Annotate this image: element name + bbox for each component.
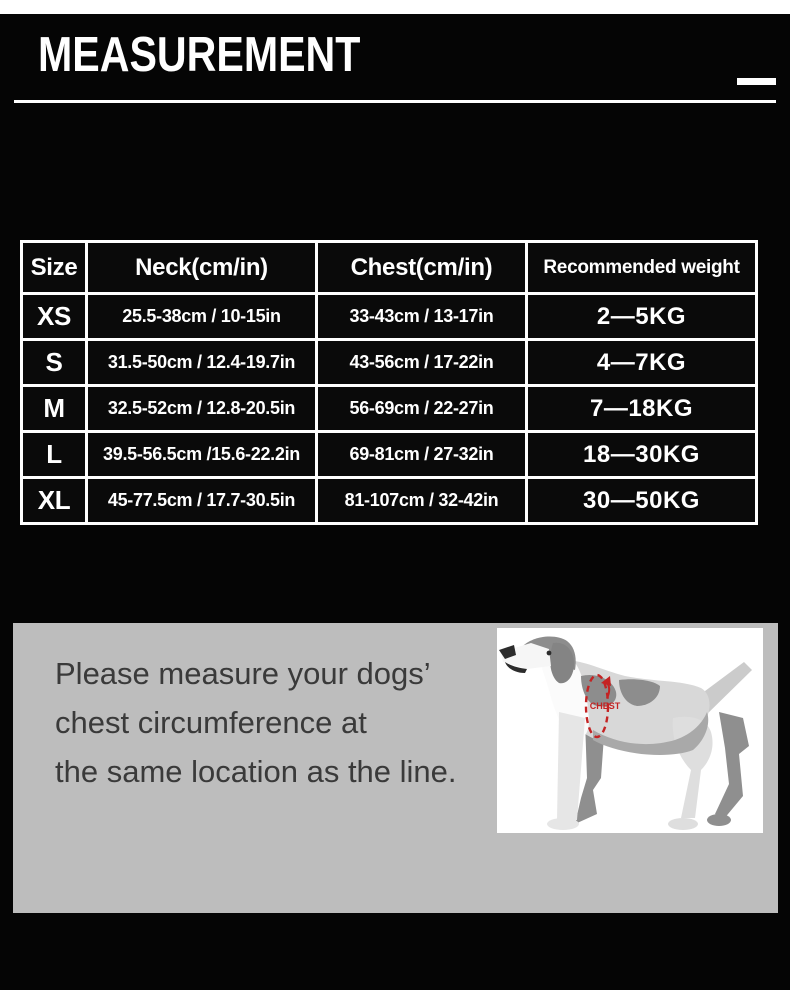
dog-illustration	[497, 628, 763, 833]
dog-near-front-paw	[547, 818, 579, 830]
bottom-black-band	[0, 913, 790, 990]
chest-range-cell: 33-43cm / 13-17in	[318, 295, 525, 338]
chest-range-cell: 69-81cm / 27-32in	[318, 433, 525, 476]
weight-range-cell: 4—7KG	[528, 341, 755, 384]
note-line: chest circumference at	[55, 705, 367, 740]
neck-range-cell: 31.5-50cm / 12.4-19.7in	[88, 341, 315, 384]
size-cell: S	[23, 341, 85, 384]
size-cell: L	[23, 433, 85, 476]
dog-measurement-diagram	[497, 628, 763, 833]
note-line: the same location as the line.	[55, 754, 457, 789]
top-white-strip	[0, 0, 790, 14]
measuring-note	[55, 649, 457, 796]
instruction-panel	[13, 623, 778, 913]
chest-range-cell: 43-56cm / 17-22in	[318, 341, 525, 384]
weight-range-cell: 30—50KG	[528, 479, 755, 522]
size-cell: XS	[23, 295, 85, 338]
title-underline	[14, 100, 776, 103]
weight-range-cell: 7—18KG	[528, 387, 755, 430]
chest-range-cell: 81-107cm / 32-42in	[318, 479, 525, 522]
neck-range-cell: 32.5-52cm / 12.8-20.5in	[88, 387, 315, 430]
neck-range-cell: 45-77.5cm / 17.7-30.5in	[88, 479, 315, 522]
column-header-weight: Recommended weight	[528, 243, 755, 292]
dog-far-hind-leg	[715, 712, 749, 820]
neck-range-cell: 39.5-56.5cm /15.6-22.2in	[88, 433, 315, 476]
neck-range-cell: 25.5-38cm / 10-15in	[88, 295, 315, 338]
dog-eye	[547, 651, 552, 656]
size-cell: XL	[23, 479, 85, 522]
column-header-neck: Neck(cm/in)	[88, 243, 315, 292]
dog-near-hind-paw	[668, 818, 698, 830]
column-header-chest: Chest(cm/in)	[318, 243, 525, 292]
weight-range-cell: 18—30KG	[528, 433, 755, 476]
size-chart-table	[20, 240, 758, 525]
weight-range-cell: 2—5KG	[528, 295, 755, 338]
column-header-size: Size	[23, 243, 85, 292]
title-dash-decoration	[737, 78, 776, 85]
dog-far-hind-paw	[707, 814, 731, 826]
chest-label: CHEST	[589, 701, 621, 711]
chest-range-cell: 56-69cm / 22-27in	[318, 387, 525, 430]
section-title: MEASUREMENT	[38, 28, 361, 82]
size-cell: M	[23, 387, 85, 430]
note-line: Please measure your dogs’	[55, 656, 431, 691]
